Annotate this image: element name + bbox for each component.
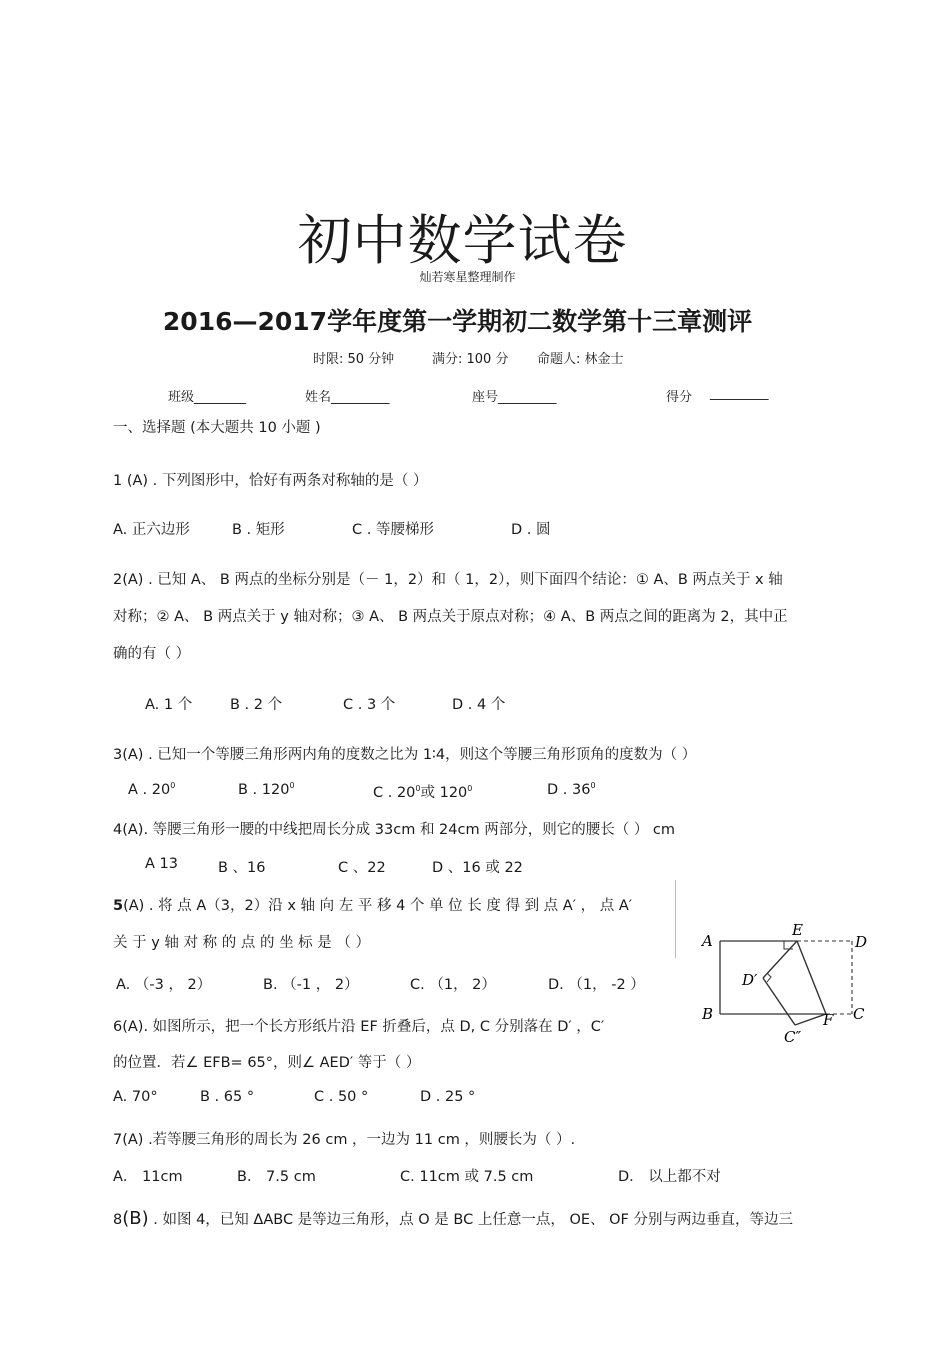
exam-title: 2016—2017学年度第一学期初二数学第十三章测评 [162,307,753,336]
q5-line-1: 5(A) . 将 点 A（3，2）沿 x 轴 向 左 平 移 4 个 单 位 长 度 得 到 点 A′ ， 点 A′ [113,898,633,914]
q5-option-a: A. （-3 ， 2） [116,977,212,993]
q2-line-3: 确的有（ ） [113,646,191,662]
q1-stem: 1 (A) . 下列图形中，恰好有两条对称轴的是（ ） [113,473,428,489]
q5-option-b: B. （-1 ， 2） [263,977,359,993]
q6-line-2: 的位置．若∠ EFB= 65°，则∠ AED′ 等于（ ） [113,1055,421,1071]
label-c: C [853,1005,865,1023]
divider-line [675,880,676,958]
q7-option-c: C. 11cm 或 7.5 cm [400,1169,534,1185]
q5-option-c: C. （1， 2） [410,977,496,993]
section-title: 一、选择题 (本大题共 10 小题 ) [113,420,321,436]
q1-option-b: B . 矩形 [232,522,285,538]
label-c-prime: C″ [784,1028,802,1046]
q7-option-d: D． 以上都不对 [618,1169,721,1185]
label-b: B [702,1005,714,1023]
label-d-prime: D′ [742,971,758,989]
q2-option-b: B . 2 个 [230,697,283,713]
q6-option-c: C . 50 ° [314,1089,369,1105]
full-score: 满分: 100 分 [432,352,509,367]
author: 命题人: 林金士 [537,352,624,367]
q2-line-2: 对称；② A、 B 两点关于 y 轴对称；③ A、 B 两点关于原点对称；④ A、B 两点之间的距离为 2，其中正 [113,609,788,625]
q3-option-b: B . $120^0$ [238,781,295,798]
q5-option-d: D. （1， -2 ） [548,977,645,993]
q6-option-a: A. 70° [113,1089,158,1105]
q2-line-1: 2(A) . 已知 A、 B 两点的坐标分别是（－ 1，2）和（ 1，2），则下面四个结论：① A、B 两点关于 x 轴 [113,572,783,588]
q1-option-d: D . 圆 [511,522,551,538]
q3-stem: 3(A) . 已知一个等腰三角形两内角的度数之比为 1∶4，则这个等腰三角形顶角的度数为（ ） [113,747,697,763]
seat-field: 座号_________ [472,390,557,405]
q7-stem: 7(A) .若等腰三角形的周长为 26 cm ，一边为 11 cm ，则腰长为（ ）. [113,1132,576,1148]
label-d: D [855,933,868,951]
label-f: F [823,1011,834,1029]
q5-line-2: 关 于 y 轴 对 称 的 点 的 坐 标 是 （ ） [113,935,370,951]
q3-option-c: C . $20^0$或 $120^0$ [373,784,473,801]
q6-option-b: B . 65 ° [200,1089,255,1105]
q4-stem: 4(A). 等腰三角形一腰的中线把周长分成 33cm 和 24cm 两部分，则它的腰长（ ） cm [113,822,676,838]
q8-stem: 8(B) . 如图 4，已知 ΔABC 是等边三角形，点 O 是 BC 上任意一点， OE、 OF 分别与两边垂直，等边三 [113,1208,793,1229]
label-a: A [702,932,713,950]
q1-option-a: A. 正六边形 [113,522,190,538]
q4-option-a: A 13 [145,856,178,872]
name-field: 姓名_________ [305,390,390,405]
score-label: 得分 [666,390,693,405]
q7-option-a: A． 11cm [113,1169,183,1185]
subtitle: 灿若寒星整理制作 [419,270,516,284]
label-e: E [792,921,803,939]
main-title: 初中数学试卷 [297,209,628,272]
folded-rectangle-figure [700,918,872,1046]
q4-option-b: B 、16 [218,860,266,876]
q7-option-b: B． 7.5 cm [237,1169,316,1185]
q2-option-c: C . 3 个 [343,697,396,713]
time-limit: 时限: 50 分钟 [313,352,395,367]
q2-option-d: D . 4 个 [452,697,506,713]
q6-line-1: 6(A). 如图所示，把一个长方形纸片沿 EF 折叠后，点 D, C 分别落在 D′ ，C′ [113,1019,605,1035]
q6-option-d: D . 25 ° [420,1089,476,1105]
q4-option-d: D 、16 或 22 [432,860,523,876]
q1-option-c: C . 等腰梯形 [352,522,434,538]
q3-option-a: A . $20^0$ [128,781,176,798]
q3-option-d: D . $36^0$ [547,781,596,798]
score-blank: _________ [710,386,769,401]
q4-option-c: C 、22 [338,860,386,876]
class-field: 班级________ [168,390,247,405]
q2-option-a: A. 1 个 [145,697,193,713]
